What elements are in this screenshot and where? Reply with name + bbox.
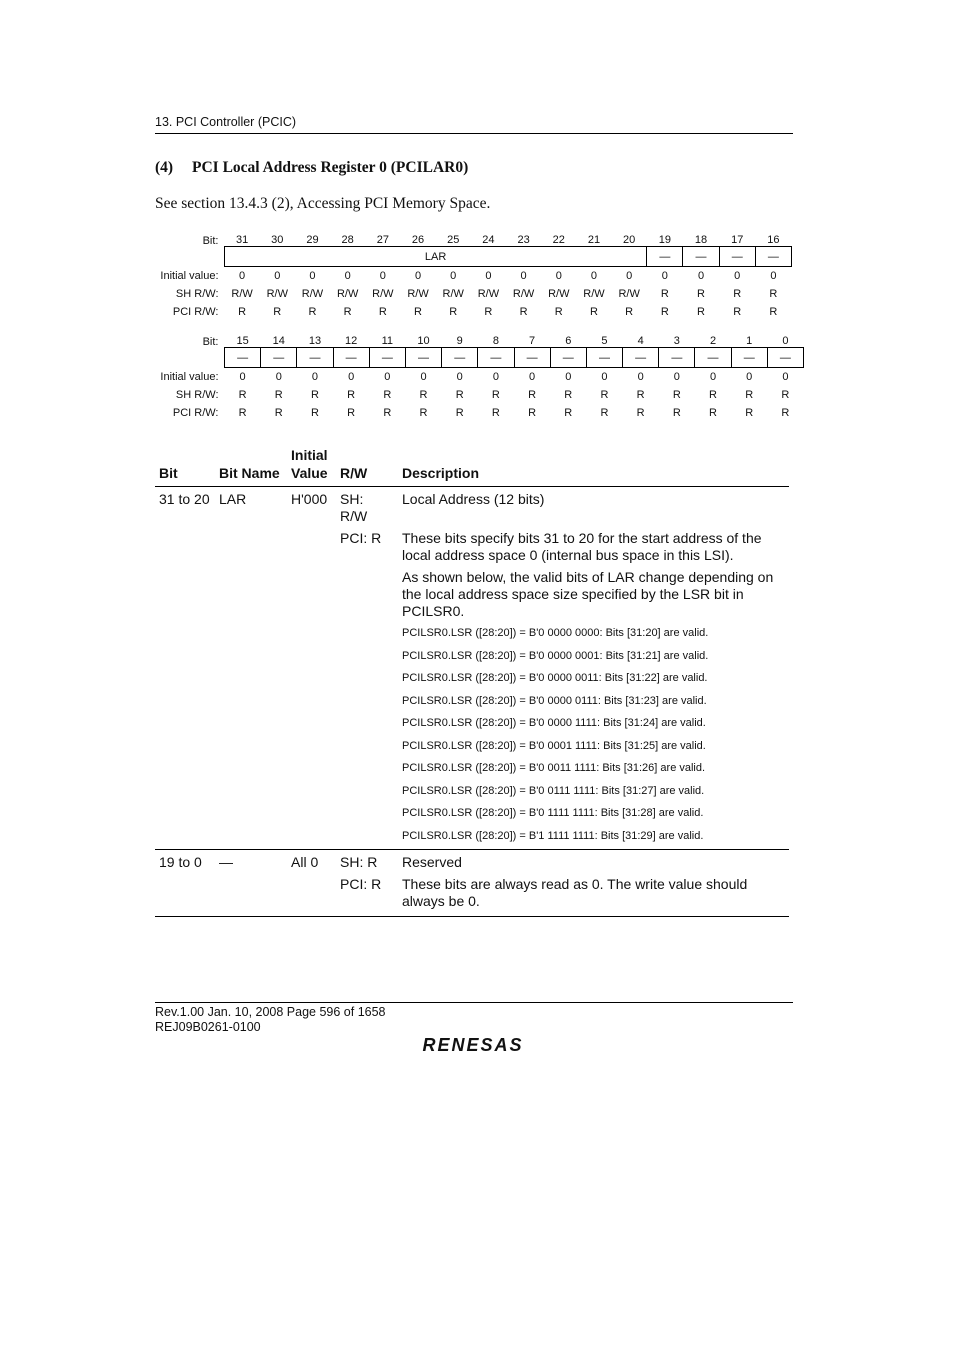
renesas-logo [412, 1033, 534, 1055]
pci-rw-value: R [528, 407, 537, 419]
sh-rw-value: R/W [477, 288, 500, 300]
initial-value: 0 [565, 371, 572, 383]
renesas-logo-icon [412, 1033, 534, 1055]
initial-value-label: Initial value: [160, 269, 219, 282]
bit-number: 1 [746, 335, 753, 347]
initial-value: 0 [555, 270, 562, 282]
sh-rw-value: R [238, 389, 247, 401]
pci-rw-row [150, 303, 792, 321]
bit-number-row [150, 227, 792, 247]
field-reserved: — [297, 348, 333, 368]
initial-value: 0 [239, 270, 246, 282]
page-footer [155, 1005, 386, 1035]
table-row [155, 850, 789, 875]
field-reserved: — [586, 348, 622, 368]
bit-description-table [155, 444, 789, 917]
field-reserved: — [369, 348, 405, 368]
lsr-line: PCILSR0.LSR ([28:20]) = B'0 0000 1111: Bits [31:24] are valid. [402, 717, 706, 729]
lsr-line: PCILSR0.LSR ([28:20]) = B'0 0000 0011: Bits [31:22] are valid. [402, 672, 708, 684]
field-reserved: — [442, 348, 478, 368]
cell-initial: H'000 [291, 491, 328, 507]
initial-value: 0 [384, 371, 391, 383]
pci-rw-value: R [660, 306, 669, 318]
bit-number: 22 [552, 234, 565, 246]
pci-rw-value: R [484, 306, 493, 318]
sh-rw-value: R/W [372, 288, 394, 300]
sh-rw-value: R/W [618, 288, 640, 300]
pci-rw-value: R [449, 306, 458, 318]
sh-rw-value: R [733, 288, 742, 300]
col-header-bit: Bit [155, 444, 215, 487]
field-reserved: — [647, 247, 683, 267]
sh-rw-value: R [491, 389, 500, 401]
bit-number: 14 [272, 335, 285, 347]
initial-value-row [150, 267, 792, 286]
cell-description: These bits are always read as 0. The write value should always be 0. [398, 874, 789, 917]
col-header-initial-value: Initial Value [287, 444, 336, 487]
pci-rw-value: R [697, 306, 705, 318]
pci-rw-value: R [383, 407, 392, 419]
initial-value: 0 [456, 371, 463, 383]
bit-number: 28 [341, 234, 354, 246]
sh-rw-value: R/W [231, 288, 253, 300]
sh-rw-value: R/W [407, 288, 429, 300]
initial-value: 0 [673, 371, 680, 383]
initial-value: 0 [734, 270, 741, 282]
bit-label: Bit: [202, 234, 219, 247]
field-reserved: — [731, 348, 767, 368]
bit-number: 15 [236, 335, 249, 347]
sh-rw-value: R [274, 389, 283, 401]
pci-rw-value: R [274, 407, 283, 419]
bit-number: 18 [694, 234, 708, 246]
initial-value: 0 [275, 371, 282, 383]
cell-bit: 19 to 0 [159, 854, 202, 870]
initial-value: 0 [492, 371, 499, 383]
pci-rw-value: R [625, 306, 634, 318]
sh-rw-value: R/W [336, 288, 359, 300]
lsr-line: PCILSR0.LSR ([28:20]) = B'0 0000 0000: Bits [31:20] are valid. [402, 627, 709, 639]
initial-value: 0 [311, 371, 319, 383]
bit-number: 25 [447, 234, 460, 246]
section-title [155, 159, 468, 177]
bit-number: 19 [658, 234, 671, 246]
field-reserved: — [514, 348, 550, 368]
initial-value: 0 [379, 270, 386, 282]
bit-number: 2 [709, 335, 717, 347]
field-reserved: — [695, 348, 731, 368]
sh-rw-value: R [636, 389, 645, 401]
pci-rw-label: PCI R/W: [172, 306, 219, 318]
section-title-text: PCI Local Address Register 0 (PCILAR0) [192, 159, 469, 176]
initial-value: 0 [601, 371, 608, 383]
initial-value-row [150, 368, 804, 387]
bit-number: 9 [456, 335, 463, 347]
cell-bit: 31 to 20 [159, 491, 210, 507]
lsr-line: PCILSR0.LSR ([28:20]) = B'0 0011 1111: Bits [31:26] are valid. [402, 762, 706, 774]
section-intro: See section 13.4.3 (2), Accessing PCI Memory Space. [155, 195, 491, 212]
bit-number: 17 [731, 234, 744, 246]
field-lar: LAR [225, 247, 647, 267]
svg-text:RENESAS: RENESAS [422, 1035, 524, 1055]
initial-value: 0 [746, 371, 753, 383]
sh-rw-label: SH R/W: [175, 389, 219, 401]
bit-number: 11 [381, 335, 394, 347]
pci-rw-value: R [554, 306, 563, 318]
pci-rw-label: PCI R/W: [172, 407, 219, 419]
pci-rw-value: R [589, 306, 598, 318]
bit-number: 0 [782, 335, 789, 347]
initial-value: 0 [348, 371, 355, 383]
sh-rw-value: R [310, 389, 319, 401]
cell-initial: All 0 [291, 854, 319, 870]
sh-rw-value: R [600, 389, 609, 401]
initial-value: 0 [239, 371, 246, 383]
col-header-rw: R/W [336, 444, 398, 487]
sh-rw-value: R/W [301, 288, 324, 300]
table-row [155, 567, 789, 623]
pci-rw-value: R [769, 306, 778, 318]
pci-rw-value: R [238, 407, 247, 419]
field-reserved: — [550, 348, 586, 368]
register-diagram-lower [150, 328, 804, 422]
sh-rw-value: R [383, 389, 392, 401]
initial-value: 0 [309, 270, 316, 282]
pci-rw-value: R [600, 407, 609, 419]
pci-rw-value: R [564, 407, 573, 419]
initial-value: 0 [770, 270, 777, 282]
sh-rw-value: R [564, 389, 573, 401]
col-header-bit-name: Bit Name [215, 444, 287, 487]
field-reserved: — [767, 348, 803, 368]
table-row [155, 874, 789, 917]
pci-rw-value: R [709, 407, 717, 419]
cell-rw: PCI: R [336, 874, 398, 917]
lsr-line: PCILSR0.LSR ([28:20]) = B'1 1111 1111: Bits [31:29] are valid. [155, 826, 789, 850]
sh-rw-value: R [769, 288, 778, 300]
bit-number: 7 [529, 335, 536, 347]
bit-label: Bit: [202, 335, 219, 348]
initial-value: 0 [590, 270, 598, 282]
sh-rw-value: R/W [266, 288, 288, 300]
initial-value: 0 [414, 270, 422, 282]
pci-rw-value: R [238, 306, 247, 318]
pci-rw-value: R [310, 407, 319, 419]
bit-number: 4 [637, 335, 644, 347]
pci-rw-value: R [343, 306, 352, 318]
bit-number: 29 [306, 234, 319, 246]
pci-rw-value: R [347, 407, 356, 419]
sh-rw-value: R [745, 389, 754, 401]
initial-value: 0 [661, 270, 668, 282]
footer-rule [155, 1002, 793, 1003]
pci-rw-value: R [636, 407, 645, 419]
lsr-line: PCILSR0.LSR ([28:20]) = B'0 0001 1111: Bits [31:25] are valid. [402, 739, 706, 752]
bit-number-row [150, 328, 804, 348]
field-reserved: — [225, 348, 261, 368]
bit-number: 6 [565, 335, 572, 347]
bit-number: 24 [482, 234, 495, 246]
table-header-row [155, 444, 789, 487]
field-reserved: — [719, 247, 755, 267]
sh-rw-value: R [781, 389, 790, 401]
initial-value: 0 [485, 270, 492, 282]
field-row [150, 348, 804, 368]
pci-rw-value: R [491, 407, 500, 419]
sh-rw-row [150, 386, 804, 404]
table-row [155, 487, 789, 529]
sh-rw-label: SH R/W: [175, 288, 219, 300]
bit-number: 23 [517, 234, 530, 246]
pci-rw-value: R [273, 306, 282, 318]
initial-value: 0 [274, 270, 281, 282]
initial-value: 0 [626, 270, 633, 282]
initial-value: 0 [450, 270, 457, 282]
revision-info: Rev.1.00 Jan. 10, 2008 Page 596 of 1658 [155, 1005, 386, 1019]
initial-value: 0 [344, 270, 351, 282]
sh-rw-row [150, 285, 792, 303]
register-diagram-upper [150, 227, 792, 321]
cell-rw: SH: R [340, 854, 378, 870]
pci-rw-value: R [378, 306, 387, 318]
field-reserved: — [683, 247, 719, 267]
cell-description: As shown below, the valid bits of LAR change depending on the local address space size specified by the LSR bit in PCILSR0. [402, 569, 774, 619]
cell-rw: SH: R/W [340, 491, 368, 524]
lsr-line: PCILSR0.LSR ([28:20]) = B'0 1111 1111: Bits [31:28] are valid. [402, 807, 704, 819]
sh-rw-value: R [697, 288, 705, 300]
field-reserved: — [333, 348, 369, 368]
pci-rw-value: R [308, 306, 317, 318]
lsr-line: PCILSR0.LSR ([28:20]) = B'0 0000 0111: Bits [31:23] are valid. [402, 694, 707, 707]
cell-bit-name: LAR [219, 491, 247, 507]
lsr-line: PCILSR0.LSR ([28:20]) = B'0 0000 0001: Bits [31:21] are valid. [402, 649, 709, 662]
sh-rw-value: R/W [512, 288, 535, 300]
pci-rw-value: R [672, 407, 681, 419]
col-header-description: Description [398, 444, 789, 487]
cell-bit-name: — [219, 854, 233, 870]
cell-description: These bits specify bits 31 to 20 for the start address of the local address space 0 (internal bus space in this LSI). [402, 530, 762, 563]
pci-rw-value: R [414, 306, 422, 318]
pci-rw-value: R [781, 407, 790, 419]
initial-value: 0 [529, 371, 536, 383]
sh-rw-value: R [660, 288, 669, 300]
sh-rw-value: R/W [583, 288, 605, 300]
cell-description: Local Address (12 bits) [402, 491, 545, 507]
cell-rw: PCI: R [340, 530, 382, 546]
bit-number: 16 [767, 234, 780, 246]
bit-number: 3 [673, 335, 680, 347]
bit-number: 10 [417, 335, 430, 347]
sh-rw-value: R [709, 389, 717, 401]
initial-value: 0 [520, 270, 527, 282]
bit-number: 27 [376, 234, 389, 246]
bit-number: 30 [271, 234, 284, 246]
field-reserved: — [405, 348, 441, 368]
sh-rw-value: R [419, 389, 428, 401]
pci-rw-value: R [733, 306, 742, 318]
bit-number: 12 [345, 335, 358, 347]
pci-rw-value: R [455, 407, 464, 419]
bit-number: 13 [308, 335, 322, 347]
sh-rw-value: R [347, 389, 356, 401]
field-reserved: — [478, 348, 514, 368]
bit-number: 8 [492, 335, 499, 347]
sh-rw-value: R [528, 389, 537, 401]
bit-number: 31 [235, 234, 249, 246]
table-row [155, 528, 789, 567]
sh-rw-value: R [672, 389, 681, 401]
bit-number: 5 [601, 335, 608, 347]
pci-rw-row [150, 404, 804, 422]
sh-rw-value: R [455, 389, 464, 401]
initial-value: 0 [709, 371, 717, 383]
section-number: (4) [155, 159, 174, 176]
field-reserved: — [755, 247, 791, 267]
field-row [150, 247, 792, 267]
cell-description: Reserved [402, 854, 462, 870]
field-reserved: — [659, 348, 695, 368]
initial-value: 0 [637, 371, 644, 383]
pci-rw-value: R [419, 407, 428, 419]
bit-number: 26 [411, 234, 425, 246]
bit-number: 21 [587, 234, 601, 246]
document-number: REJ09B0261-0100 [155, 1020, 261, 1034]
field-reserved: — [623, 348, 659, 368]
initial-value-label: Initial value: [160, 370, 219, 383]
sh-rw-value: R/W [442, 288, 464, 300]
initial-value: 0 [782, 371, 789, 383]
initial-value: 0 [697, 270, 705, 282]
initial-value: 0 [420, 371, 427, 383]
page-header: 13. PCI Controller (PCIC) [155, 115, 297, 129]
sh-rw-value: R/W [548, 288, 570, 300]
header-rule [155, 133, 793, 134]
pci-rw-value: R [519, 306, 528, 318]
pci-rw-value: R [745, 407, 754, 419]
lsr-line: PCILSR0.LSR ([28:20]) = B'0 0111 1111: Bits [31:27] are valid. [402, 784, 705, 797]
field-reserved: — [261, 348, 297, 368]
bit-number: 20 [623, 234, 636, 246]
